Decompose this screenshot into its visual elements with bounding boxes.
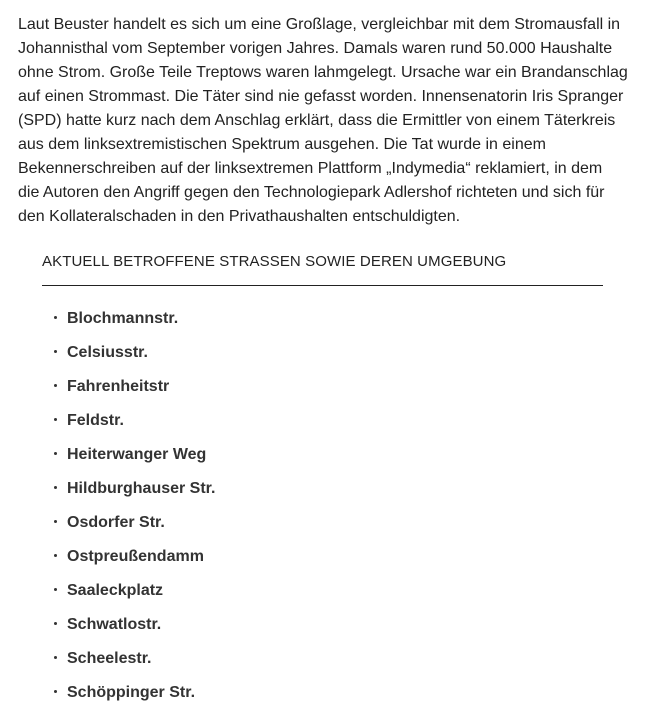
list-item <box>42 479 603 513</box>
bullet-icon <box>54 452 57 455</box>
bullet-icon <box>54 588 57 591</box>
bullet-icon <box>54 690 57 693</box>
bullet-icon <box>54 656 57 659</box>
street-name: Saaleckplatz <box>67 582 164 599</box>
street-name: Schwatlostr. <box>67 616 162 633</box>
list-item <box>42 615 603 649</box>
list-item <box>42 513 603 547</box>
affected-streets-box <box>42 252 603 701</box>
bullet-icon <box>54 486 57 489</box>
street-name: Osdorfer Str. <box>67 514 165 531</box>
street-name: Fahrenheitstr <box>67 378 170 395</box>
list-item <box>42 309 603 343</box>
street-name: Heiterwanger Weg <box>67 446 207 463</box>
street-name: Scheelestr. <box>67 650 152 667</box>
affected-streets-heading: AKTUELL BETROFFENE STRASSEN SOWIE DEREN UMGEBUNG <box>42 253 507 270</box>
affected-streets-list <box>42 309 603 717</box>
bullet-icon <box>54 520 57 523</box>
street-name: Celsiusstr. <box>67 344 148 361</box>
bullet-icon <box>54 622 57 625</box>
list-item <box>42 547 603 581</box>
bullet-icon <box>54 554 57 557</box>
bullet-icon <box>54 316 57 319</box>
bullet-icon <box>54 350 57 353</box>
street-name: Feldstr. <box>67 412 124 429</box>
list-item <box>42 683 603 717</box>
list-item <box>42 445 603 479</box>
list-item <box>42 411 603 445</box>
bullet-icon <box>54 384 57 387</box>
list-item <box>42 377 603 411</box>
article-paragraph: Laut Beuster handelt es sich um eine Großlage, vergleichbar mit dem Stromausfall in Johannisthal vom September vorigen Jahres. Damals waren rund 50.000 Haushalte ohne Strom. Große Teile Treptows waren lahmgelegt. Ursache war ein Brandanschlag auf einen Strommast. Die Täter sind nie gefasst worden. Innensenatorin Iris Spranger (SPD) hatte kurz nach dem Anschlag erklärt, dass die Ermittler von einem Täterkreis aus dem linksextremistischen Spektrum ausgehen. Die Tat wurde in einem Bekennerschreiben auf der linksextremen Plattform „Indymedia“ reklamiert, in dem die Autoren den Angriff gegen den Technologiepark Adlershof richteten und sich für den Kollateralschaden in den Privathaushalten entschuldigten. <box>18 16 628 225</box>
list-item <box>42 649 603 683</box>
street-name: Hildburghauser Str. <box>67 480 216 497</box>
list-item <box>42 581 603 615</box>
list-item <box>42 343 603 377</box>
street-name: Ostpreußendamm <box>67 548 204 565</box>
bullet-icon <box>54 418 57 421</box>
street-name: Blochmannstr. <box>67 310 179 327</box>
street-name: Schöppinger Str. <box>67 684 196 701</box>
heading-divider <box>42 285 603 286</box>
